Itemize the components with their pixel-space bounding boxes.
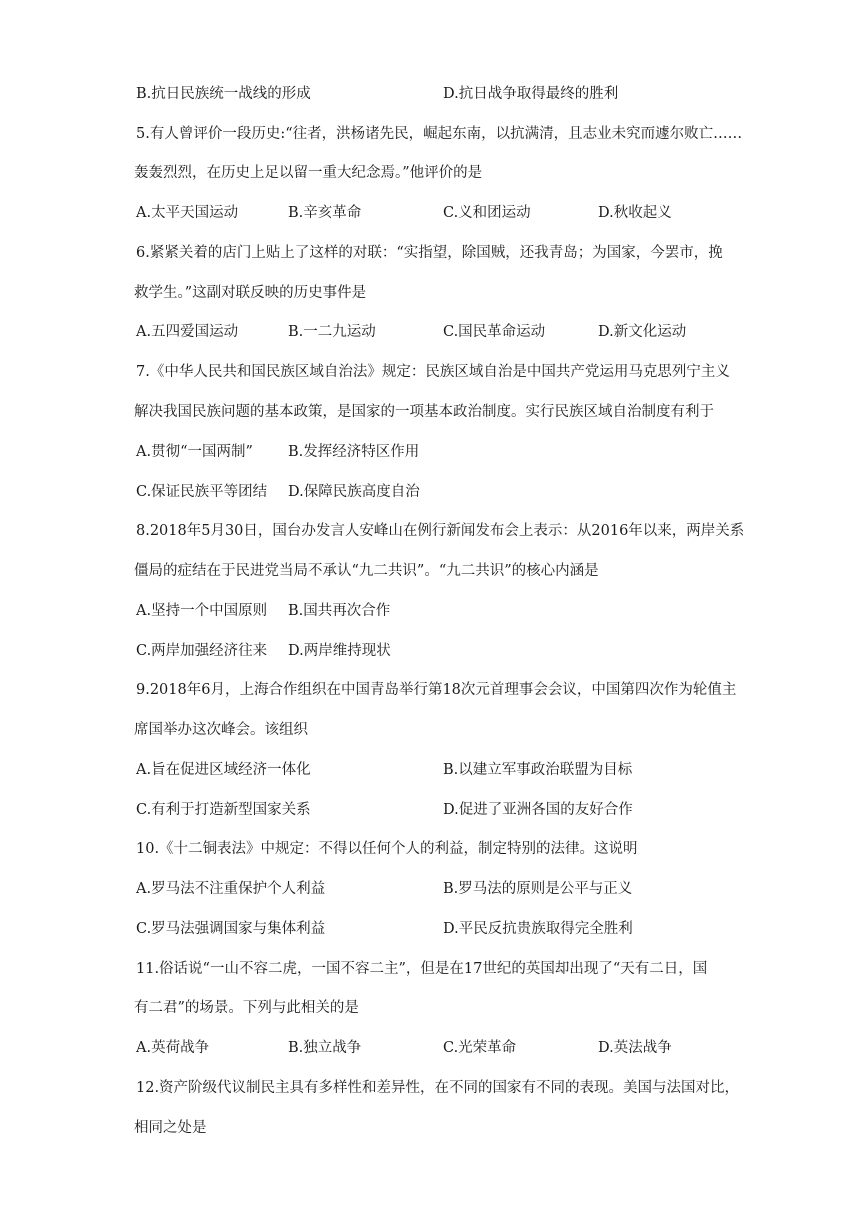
- q9-option-b: B.以建立军事政治联盟为目标: [443, 762, 633, 778]
- q4-option-b: B.抗日民族统一战线的形成: [136, 86, 311, 102]
- q7-stem-line2: 解决我国民族问题的基本政策，是国家的一项基本政治制度。实行民族区域自治制度有利于: [134, 404, 714, 420]
- q9-option-c: C.有利于打造新型国家关系: [136, 802, 311, 818]
- q10-option-b: B.罗马法的原则是公平与正义: [443, 881, 633, 897]
- q8-option-a: A.坚持一个中国原则: [136, 603, 268, 619]
- q9-option-d: D.促进了亚洲各国的友好合作: [443, 802, 633, 818]
- q8-option-b: B.国共再次合作: [288, 603, 391, 619]
- q5-option-a: A.太平天国运动: [136, 205, 239, 221]
- q6-option-d: D.新文化运动: [598, 324, 687, 340]
- q10-option-c: C.罗马法强调国家与集体利益: [136, 921, 326, 937]
- q11-option-c: C.光荣革命: [443, 1040, 517, 1056]
- q4-option-d: D.抗日战争取得最终的胜利: [443, 86, 619, 102]
- q5-option-b: B.辛亥革命: [288, 205, 362, 221]
- q6-stem-line1: 6.紧紧关着的店门上贴上了这样的对联：“实指望，除国贼，还我青岛；为国家，今罢市，挽: [136, 245, 723, 261]
- q5-option-c: C.义和团运动: [443, 205, 531, 221]
- q9-stem-line2: 席国举办这次峰会。该组织: [134, 722, 308, 738]
- q8-stem-line2: 僵局的症结在于民进党当局不承认“九二共识”。“九二共识”的核心内涵是: [134, 563, 599, 579]
- q7-option-b: B.发挥经济特区作用: [288, 444, 420, 460]
- q5-stem-line2: 轰轰烈烈，在历史上足以留一重大纪念焉。”他评价的是: [134, 165, 483, 181]
- q12-stem-line2: 相同之处是: [134, 1120, 207, 1136]
- q8-option-d: D.两岸维持现状: [288, 643, 391, 659]
- q11-stem-line1: 11.俗话说“一山不容二虎，一国不容二主”，但是在17世纪的英国却出现了“天有二日，国: [136, 961, 708, 977]
- q8-option-c: C.两岸加强经济往来: [136, 643, 268, 659]
- q5-option-d: D.秋收起义: [598, 205, 672, 221]
- q12-stem-line1: 12.资产阶级代议制民主具有多样性和差异性，在不同的国家有不同的表现。美国与法国对比，: [136, 1080, 740, 1096]
- q9-stem-line1: 9.2018年6月，上海合作组织在中国青岛举行第18次元首理事会会议，中国第四次作为轮值主: [136, 682, 737, 698]
- q7-option-a: A.贯彻“一国两制”: [136, 444, 253, 460]
- q7-option-c: C.保证民族平等团结: [136, 484, 268, 500]
- q8-stem-line1: 8.2018年5月30日，国台办发言人安峰山在例行新闻发布会上表示：从2016年以来，两岸关系: [136, 523, 745, 539]
- q10-option-a: A.罗马法不注重保护个人利益: [136, 881, 326, 897]
- q9-option-a: A.旨在促进区域经济一体化: [136, 762, 311, 778]
- q5-stem-line1: 5.有人曾评价一段历史:“往者，洪杨诸先民，崛起东南，以抗满清，且志业未究而遽尔败亡……: [136, 126, 743, 142]
- q7-option-d: D.保障民族高度自治: [288, 484, 420, 500]
- q10-option-d: D.平民反抗贵族取得完全胜利: [443, 921, 633, 937]
- q6-stem-line2: 救学生。”这副对联反映的历史事件是: [134, 285, 367, 301]
- q6-option-a: A.五四爱国运动: [136, 324, 239, 340]
- q10-stem-line1: 10.《十二铜表法》中规定：不得以任何个人的利益，制定特别的法律。这说明: [136, 841, 638, 857]
- q11-stem-line2: 有二君”的场景。下列与此相关的是: [134, 1000, 359, 1016]
- q6-option-c: C.国民革命运动: [443, 324, 546, 340]
- q11-option-d: D.英法战争: [598, 1040, 672, 1056]
- q6-option-b: B.一二九运动: [288, 324, 376, 340]
- q11-option-a: A.英荷战争: [136, 1040, 210, 1056]
- q11-option-b: B.独立战争: [288, 1040, 362, 1056]
- q7-stem-line1: 7.《中华人民共和国民族区域自治法》规定：民族区域自治是中国共产党运用马克思列宁主义: [136, 364, 730, 380]
